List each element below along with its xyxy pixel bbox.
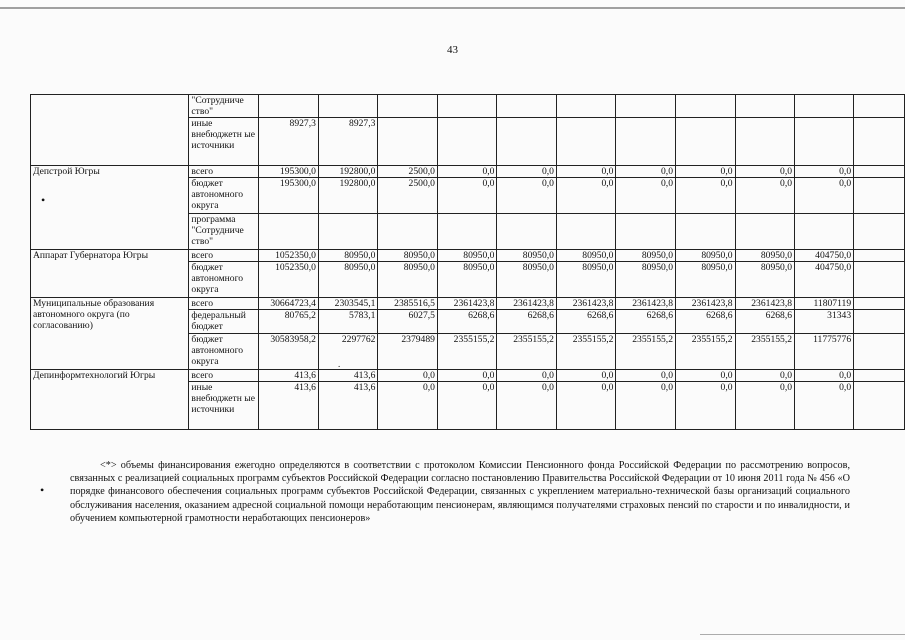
value-cell: 413,6: [318, 382, 378, 430]
value-cell: 1052350,0: [258, 262, 318, 298]
value-cell: 0,0: [437, 166, 497, 178]
value-cell: 6027,5: [378, 310, 438, 334]
value-cell: [616, 118, 676, 166]
value-cell: 8927,3: [318, 118, 378, 166]
value-cell: 80950,0: [378, 262, 438, 298]
value-cell: 0,0: [676, 178, 736, 214]
value-cell: 80950,0: [735, 250, 795, 262]
value-cell: [854, 118, 905, 166]
value-cell: [854, 178, 905, 214]
value-cell: 0,0: [556, 382, 616, 430]
value-cell: 192800,0: [318, 178, 378, 214]
value-cell: 0,0: [437, 178, 497, 214]
source-cell: всего: [189, 250, 258, 262]
table-row: [31, 250, 905, 262]
value-cell: [556, 214, 616, 250]
value-cell: [318, 95, 378, 118]
value-cell: 80765,2: [258, 310, 318, 334]
value-cell: [556, 95, 616, 118]
value-cell: 2355155,2: [556, 334, 616, 370]
value-cell: 0,0: [795, 370, 854, 382]
value-cell: [556, 118, 616, 166]
value-cell: [676, 118, 736, 166]
value-cell: 30664723,4: [258, 298, 318, 310]
scan-top-line: [0, 7, 905, 9]
value-cell: 413,6: [258, 382, 318, 430]
table-row: [31, 298, 905, 310]
value-cell: 6268,6: [556, 310, 616, 334]
value-cell: 0,0: [437, 382, 497, 430]
value-cell: 2500,0: [378, 166, 438, 178]
org-cell: Муниципальные образования автономного округа (по согласованию): [31, 298, 189, 370]
scan-bottom-line: [700, 634, 905, 635]
value-cell: 0,0: [497, 178, 557, 214]
value-cell: [854, 214, 905, 250]
footnote: [70, 459, 850, 525]
value-cell: [258, 214, 318, 250]
value-cell: 195300,0: [258, 166, 318, 178]
value-cell: [497, 95, 557, 118]
value-cell: 0,0: [378, 382, 438, 430]
value-cell: 80950,0: [437, 250, 497, 262]
value-cell: 80950,0: [616, 262, 676, 298]
value-cell: 5783,1: [318, 310, 378, 334]
value-cell: [497, 214, 557, 250]
source-cell: иные внебюджетн ые источники: [189, 118, 258, 166]
value-cell: 2361423,8: [735, 298, 795, 310]
footnote-text: <*> объемы финансирования ежегодно определяются в соответствии с протоколом Комиссии Пенсионного фонда Российской Федерации по рассмотрению вопросов, связанных с реализацией социальных программ субъектов Российской Федерации согласно постановлению Правительства Российской Федерации от 10 июня 2011 года № 456 «О порядке финансового обеспечения социальных программ субъектов Российской Федерации, связанных с укреплением материально-технической базы организаций социального обслуживания населения, оказанием адресной социальной помощи неработающим пенсионерам, являющимся получателями страховых пенсий по старости и по инвалидности, и обучением компьютерной грамотности неработающих пенсионеров»: [70, 460, 850, 524]
value-cell: 2361423,8: [556, 298, 616, 310]
value-cell: 6268,6: [497, 310, 557, 334]
value-cell: 413,6: [318, 370, 378, 382]
value-cell: 2355155,2: [735, 334, 795, 370]
value-cell: 0,0: [676, 166, 736, 178]
value-cell: [676, 214, 736, 250]
value-cell: [795, 118, 854, 166]
value-cell: [258, 95, 318, 118]
value-cell: [378, 214, 438, 250]
value-cell: 0,0: [795, 178, 854, 214]
value-cell: 2355155,2: [676, 334, 736, 370]
value-cell: 0,0: [497, 166, 557, 178]
value-cell: 0,0: [676, 382, 736, 430]
value-cell: 0,0: [497, 382, 557, 430]
value-cell: 404750,0: [795, 250, 854, 262]
source-cell: бюджет автономного округа: [189, 178, 258, 214]
value-cell: 2361423,8: [437, 298, 497, 310]
value-cell: [616, 214, 676, 250]
value-cell: 80950,0: [437, 262, 497, 298]
value-cell: 80950,0: [378, 250, 438, 262]
value-cell: 80950,0: [616, 250, 676, 262]
value-cell: 1052350,0: [258, 250, 318, 262]
value-cell: 6268,6: [437, 310, 497, 334]
value-cell: [854, 370, 905, 382]
value-cell: 2500,0: [378, 178, 438, 214]
value-cell: 0,0: [556, 178, 616, 214]
value-cell: 0,0: [556, 166, 616, 178]
source-cell: федеральный бюджет: [189, 310, 258, 334]
value-cell: 80950,0: [676, 250, 736, 262]
value-cell: 0,0: [735, 382, 795, 430]
source-cell: иные внебюджетн ые источники: [189, 382, 258, 430]
value-cell: [854, 334, 905, 370]
org-cell: Депинформтехнологий Югры: [31, 370, 189, 430]
value-cell: 31343: [795, 310, 854, 334]
value-cell: 6268,6: [735, 310, 795, 334]
value-cell: 2379489: [378, 334, 438, 370]
value-cell: 0,0: [616, 166, 676, 178]
value-cell: 0,0: [735, 370, 795, 382]
value-cell: [735, 95, 795, 118]
value-cell: 0,0: [735, 166, 795, 178]
value-cell: [378, 118, 438, 166]
value-cell: 0,0: [378, 370, 438, 382]
value-cell: 2385516,5: [378, 298, 438, 310]
value-cell: 80950,0: [735, 262, 795, 298]
value-cell: 80950,0: [556, 250, 616, 262]
value-cell: 0,0: [437, 370, 497, 382]
value-cell: [616, 95, 676, 118]
value-cell: 80950,0: [497, 250, 557, 262]
value-cell: 2361423,8: [676, 298, 736, 310]
value-cell: [497, 118, 557, 166]
value-cell: 0,0: [497, 370, 557, 382]
value-cell: 2355155,2: [497, 334, 557, 370]
value-cell: [318, 214, 378, 250]
value-cell: [795, 95, 854, 118]
value-cell: 0,0: [795, 166, 854, 178]
value-cell: 404750,0: [795, 262, 854, 298]
stray-mark: .: [338, 359, 341, 369]
value-cell: 0,0: [616, 178, 676, 214]
value-cell: 6268,6: [676, 310, 736, 334]
org-cell: Депстрой Югры: [31, 166, 189, 250]
value-cell: [378, 95, 438, 118]
org-cell: [31, 95, 189, 166]
value-cell: 0,0: [735, 178, 795, 214]
source-cell: бюджет автономного округа: [189, 334, 258, 370]
value-cell: [854, 382, 905, 430]
value-cell: [854, 95, 905, 118]
value-cell: 80950,0: [497, 262, 557, 298]
source-cell: всего: [189, 370, 258, 382]
value-cell: 30583958,2: [258, 334, 318, 370]
value-cell: [437, 95, 497, 118]
value-cell: [854, 298, 905, 310]
source-cell: всего: [189, 298, 258, 310]
value-cell: [735, 214, 795, 250]
value-cell: 11807119: [795, 298, 854, 310]
source-cell: "Сотрудниче ство": [189, 95, 258, 118]
value-cell: 2361423,8: [616, 298, 676, 310]
value-cell: [854, 166, 905, 178]
value-cell: 0,0: [616, 370, 676, 382]
source-cell: бюджет автономного округа: [189, 262, 258, 298]
table-row: [31, 166, 905, 178]
value-cell: 0,0: [795, 382, 854, 430]
value-cell: [676, 95, 736, 118]
financing-table: [30, 94, 905, 430]
value-cell: 0,0: [616, 382, 676, 430]
value-cell: 6268,6: [616, 310, 676, 334]
value-cell: 2361423,8: [497, 298, 557, 310]
value-cell: 8927,3: [258, 118, 318, 166]
page-number: 43: [447, 44, 458, 56]
value-cell: [795, 214, 854, 250]
value-cell: [854, 310, 905, 334]
stray-mark: •: [41, 193, 46, 207]
value-cell: 11775776: [795, 334, 854, 370]
value-cell: 195300,0: [258, 178, 318, 214]
value-cell: [437, 118, 497, 166]
value-cell: 0,0: [556, 370, 616, 382]
value-cell: 80950,0: [318, 262, 378, 298]
stray-mark: •: [40, 483, 45, 497]
value-cell: 2303545,1: [318, 298, 378, 310]
org-cell: Аппарат Губернатора Югры: [31, 250, 189, 298]
value-cell: 413,6: [258, 370, 318, 382]
source-cell: программа "Сотрудниче ство": [189, 214, 258, 250]
value-cell: 2297762: [318, 334, 378, 370]
table-row: [31, 370, 905, 382]
value-cell: 2355155,2: [437, 334, 497, 370]
value-cell: 80950,0: [556, 262, 616, 298]
value-cell: 2355155,2: [616, 334, 676, 370]
value-cell: [735, 118, 795, 166]
source-cell: всего: [189, 166, 258, 178]
value-cell: 0,0: [676, 370, 736, 382]
value-cell: 192800,0: [318, 166, 378, 178]
table-row: [31, 95, 905, 118]
value-cell: [854, 262, 905, 298]
value-cell: [854, 250, 905, 262]
value-cell: [437, 214, 497, 250]
value-cell: 80950,0: [676, 262, 736, 298]
value-cell: 80950,0: [318, 250, 378, 262]
